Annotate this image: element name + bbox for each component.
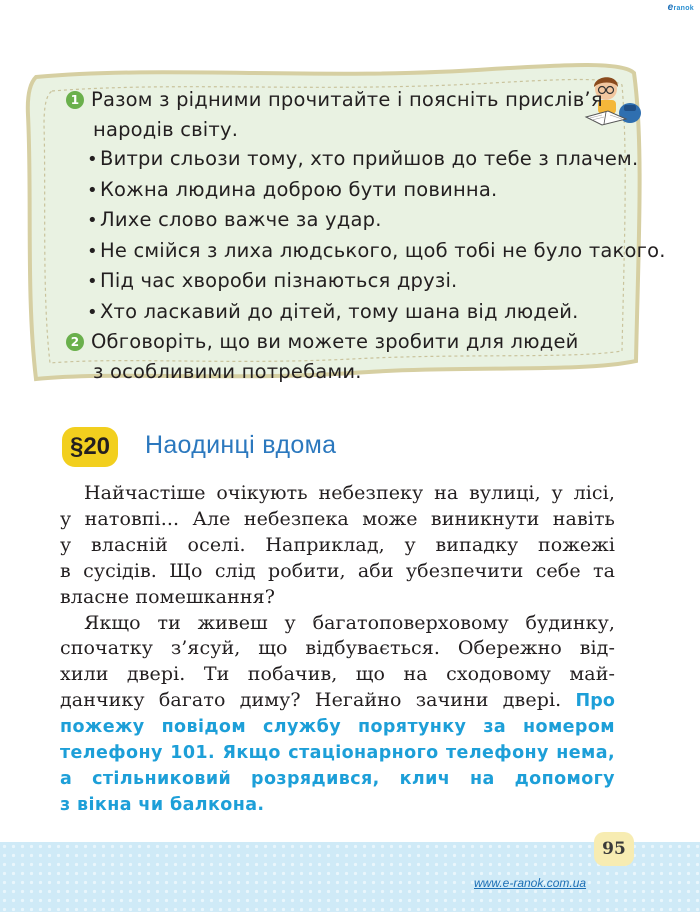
number-badge-2: 2 (66, 333, 84, 351)
paragraph-line: Найчастіше очікують небезпеку на вулиці, у лісі, (84, 482, 615, 504)
section-title: Наодинці вдома (145, 431, 337, 459)
bullet-icon: • (87, 210, 98, 231)
publisher-logo: eranok (667, 2, 694, 13)
paragraph-line: хили двері. Ти побачив, що на сходовому май- (60, 663, 615, 686)
proverb-item: • Кожна людина доброю бути повинна. (66, 175, 636, 206)
paragraph-line: у натовпі... Але небезпека може виникнути навіть (60, 507, 615, 530)
paragraph-line: у власній оселі. Наприклад, у випадку пожежі (60, 533, 615, 556)
task-box (22, 55, 666, 385)
publisher-link[interactable]: www.e-ranok.com.ua (474, 876, 587, 890)
paragraph-line: в сусідів. Що слід робити, аби убезпечити себе та (60, 559, 615, 582)
task-list (66, 85, 666, 386)
task-item-2: 2 Обговоріть, що ви можете зробити для людей (66, 327, 636, 357)
paragraph-line: спочатку з’ясуй, що відбувається. Обережно від- (60, 637, 615, 660)
highlight-line: з вікна чи балкона. (60, 794, 265, 815)
bullet-icon: • (87, 179, 98, 201)
paragraph-line: власне помешкання? (60, 585, 275, 608)
highlight-line: пожежу повідом службу порятунку за номером (60, 717, 615, 738)
proverb-item: • Не смійся з лиха людського, щоб тобі не було такого. (66, 236, 636, 267)
task-item-2-continuation: з особливими потребами. (93, 359, 362, 383)
task-item-1: 1 Разом з рідними прочитайте і поясніть прислів’я (66, 85, 636, 115)
proverb-item: • Лихе слово важче за удар. (66, 205, 636, 236)
bullet-icon: • (87, 301, 98, 323)
body-text (60, 481, 615, 819)
bullet-icon: • (87, 240, 98, 262)
bullet-icon: • (87, 271, 98, 292)
highlight-text: Про (575, 691, 615, 712)
highlight-line: телефону 101. Якщо стаціонарного телефону нема, (60, 743, 615, 764)
bullet-icon: • (87, 149, 98, 170)
page-number: 95 (594, 832, 634, 866)
proverb-item: • Витри сльози тому, хто прийшов до тебе з плачем. (66, 144, 636, 175)
highlight-line: а стільниковий розрядився, клич на допомогу (60, 768, 615, 789)
paragraph-line: данчику багато диму? Негайно зачини двері. Про (60, 689, 615, 712)
task-item-1-continuation: народів світу. (93, 117, 239, 141)
proverb-item: • Хто ласкавий до дітей, тому шана від людей. (66, 297, 636, 328)
section-number-badge: §20 (62, 427, 118, 467)
paragraph-line: Якщо ти живеш у багатоповерховому будинку, (84, 611, 615, 634)
proverb-item: • Під час хвороби пізнаються друзі. (66, 266, 636, 297)
number-badge-1: 1 (66, 91, 84, 109)
